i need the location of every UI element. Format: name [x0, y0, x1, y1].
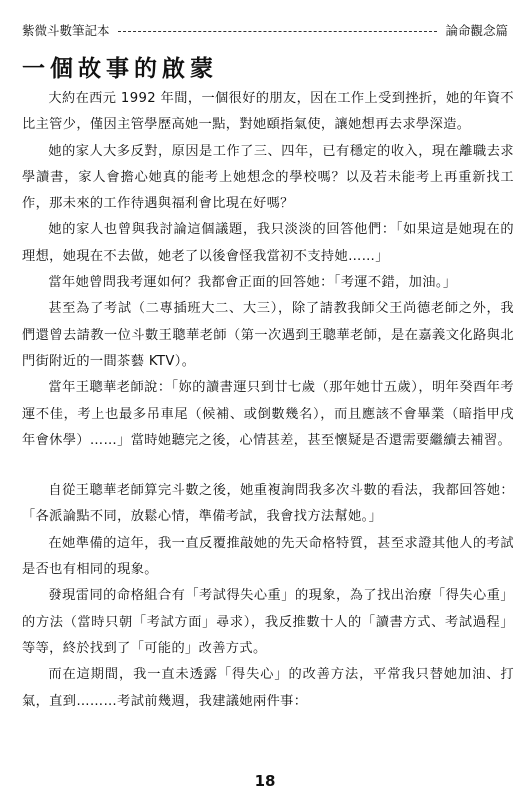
paragraph: 當年王聰華老師說：「妳的讀書運只到廿七歲（那年她廿五歲），明年癸酉年考運不佳，考上也最多吊車尾（候補、或倒數幾名），而且應該不會畢業（暗指甲戌年會休學）……」當時她聽完之後，心情甚差，甚至懷疑是否還需要繼續去補習。: [22, 380, 514, 448]
paragraph: 在她準備的這年，我一直反覆推敲她的先天命格特質，甚至求證其他人的考試是否也有相同的現象。: [22, 535, 514, 578]
section-title: 論命觀念篇: [445, 23, 508, 38]
page-number: 18: [254, 772, 276, 790]
running-header: [22, 20, 508, 40]
body-text: [22, 86, 514, 715]
paragraph: 她的家人也曾與我討論這個議題，我只淡淡的回答他們：「如果這是她現在的理想，她現在不去做，她老了以後會怪我當初不支持她……」: [22, 222, 514, 264]
header-dashed-rule: [118, 31, 438, 32]
paragraph: 甚至為了考試（二專插班大二、大三），除了請教我師父王尚德老師之外，我們還曾去請教一位斗數王聰華老師（第一次遇到王聰華老師，是在嘉義文化路與北門街附近的一間茶藝 KTV）。: [22, 301, 514, 369]
paragraph: 發現雷同的命格組合有「考試得失心重」的現象，為了找出治療「得失心重」的方法（當時只朝「考試方面」尋求），我反推數十人的「讀書方式、考試過程」等等，終於找到了「可能的」改善方式。: [22, 588, 514, 656]
chapter-title: 一個故事的啟蒙: [22, 55, 218, 82]
paragraph: 而在這期間，我一直未透露「得失心」的改善方法，平常我只替她加油、打氣，直到………考試前幾週，我建議她兩件事：: [22, 667, 514, 709]
paragraph: 自從王聰華老師算完斗數之後，她重複詢問我多次斗數的看法，我都回答她：「各派論點不同，放鬆心情，準備考試，我會找方法幫她。」: [22, 483, 514, 525]
paragraph: 當年她曾問我考運如何？我都會正面的回答她：「考運不錯，加油。」: [48, 275, 457, 291]
paragraph: 大約在西元 1992 年間，一個很好的朋友，因在工作上受到挫折，她的年資不比主管少，僅因主管學歷高她一點，對她頤指氣使，讓她想再去求學深造。: [22, 91, 514, 133]
paragraph: 她的家人大多反對，原因是工作了三、四年，已有穩定的收入，現在離職去求學讀書，家人會擔心她真的能考上她想念的學校嗎？以及若未能考上再重新找工作，那未來的工作待遇與福利會比現在好嗎？: [22, 143, 514, 212]
book-title: 紫微斗數筆記本: [22, 23, 110, 38]
